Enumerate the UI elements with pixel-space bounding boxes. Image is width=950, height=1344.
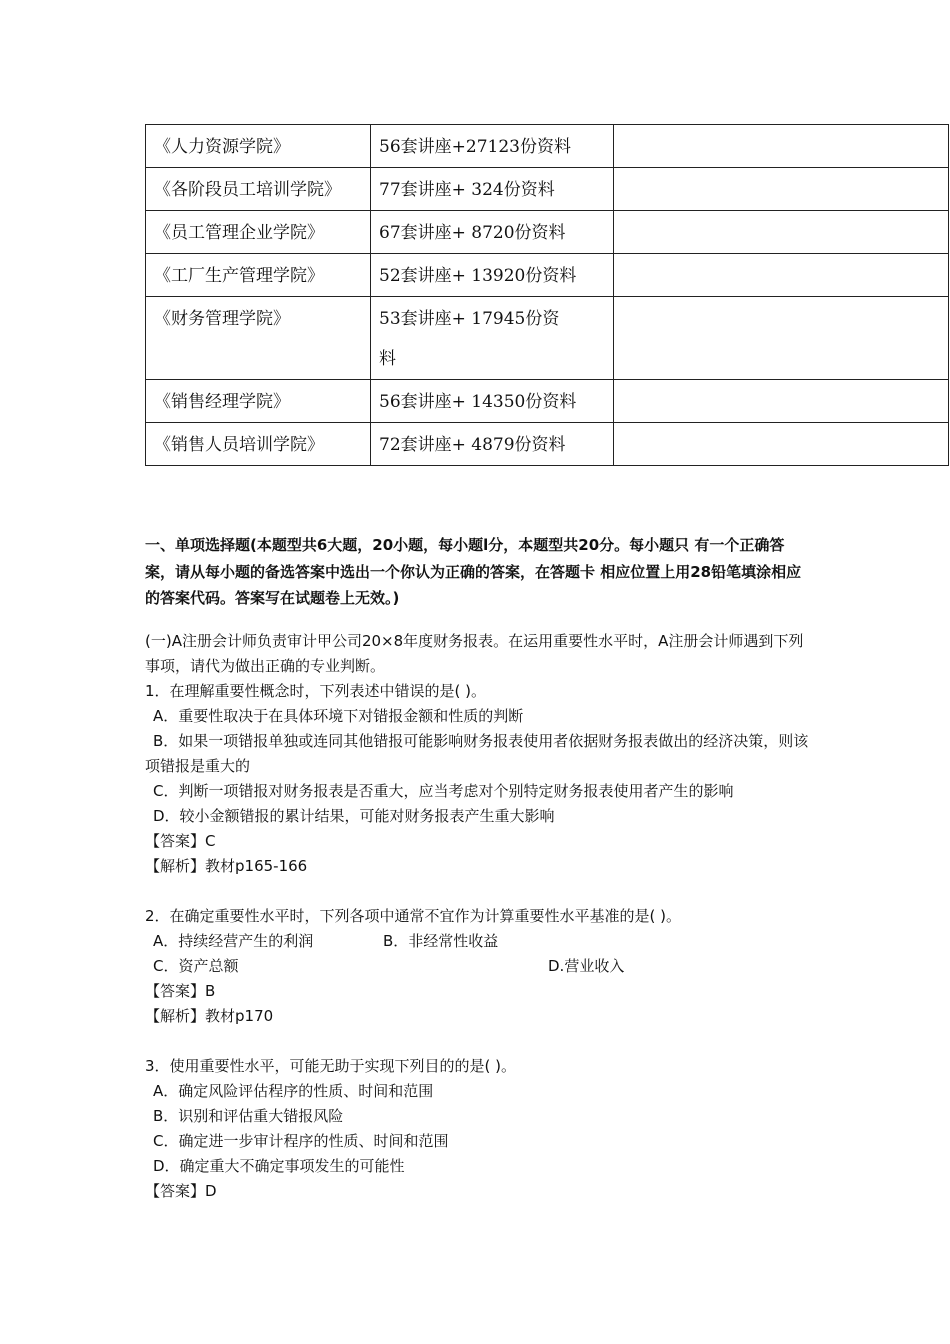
question-1-option-c: C．判断一项错报对财务报表是否重大，应当考虑对个别特定财务报表使用者产生的影响	[153, 781, 734, 800]
question-2-options-row-1	[145, 929, 810, 954]
catalog-table	[145, 124, 949, 466]
empty-cell	[614, 125, 949, 168]
question-1-option-b-text: B．如果一项错报单独或连同其他错报可能影响财务报表使用者依据财务报表做出的经济决策，则该项错报是重大的	[145, 731, 809, 775]
college-content: 56套讲座+27123份资料	[371, 125, 614, 168]
empty-cell	[614, 168, 949, 211]
table-row	[146, 125, 949, 168]
spacer	[145, 879, 810, 904]
spacer	[145, 1029, 810, 1054]
exam-content	[145, 532, 810, 1204]
question-3-stem: 3．使用重要性水平，可能无助于实现下列目的的是( )。	[145, 1056, 517, 1075]
question-1-answer: 【答案】C	[145, 831, 216, 850]
question-3-option-c: C．确定进一步审计程序的性质、时间和范围	[153, 1131, 449, 1150]
question-3-answer: 【答案】D	[145, 1181, 217, 1200]
question-2-option-d: D.营业收入	[548, 956, 625, 975]
empty-cell	[614, 380, 949, 423]
table-row	[146, 211, 949, 254]
table-row	[146, 254, 949, 297]
case-intro: (一)A注册会计师负责审计甲公司20×8年度财务报表。在运用重要性水平时，A注册会计师遇到下列事项，请代为做出正确的专业判断。	[145, 631, 804, 675]
table-row	[146, 168, 949, 211]
college-content: 77套讲座+ 324份资料	[371, 168, 614, 211]
question-3-option-b: B．识别和评估重大错报风险	[153, 1106, 344, 1125]
question-1-option-d: D．较小金额错报的累计结果，可能对财务报表产生重大影响	[153, 806, 555, 825]
college-content: 72套讲座+ 4879份资料	[371, 423, 614, 466]
empty-cell	[614, 423, 949, 466]
college-name: 《销售人员培训学院》	[146, 423, 371, 466]
table-row	[146, 297, 949, 380]
college-name: 《各阶段员工培训学院》	[146, 168, 371, 211]
college-name: 《员工管理企业学院》	[146, 211, 371, 254]
question-2-options-row-2	[145, 954, 810, 979]
question-2-option-b: B．非经常性收益	[383, 931, 499, 950]
college-name: 《销售经理学院》	[146, 380, 371, 423]
question-1-option-b	[145, 729, 810, 779]
question-1-analysis: 【解析】教材p165-166	[145, 856, 308, 875]
question-2-analysis: 【解析】教材p170	[145, 1006, 274, 1025]
question-2-stem: 2．在确定重要性水平时，下列各项中通常不宜作为计算重要性水平基准的是( )。	[145, 906, 682, 925]
empty-cell	[614, 254, 949, 297]
table-row	[146, 380, 949, 423]
empty-cell	[614, 211, 949, 254]
table-row	[146, 423, 949, 466]
question-3-option-a: A．确定风险评估程序的性质、时间和范围	[153, 1081, 434, 1100]
question-1-option-a: A．重要性取决于在具体环境下对错报金额和性质的判断	[153, 706, 524, 725]
college-name: 《财务管理学院》	[146, 297, 371, 380]
empty-cell	[614, 297, 949, 380]
question-2-answer: 【答案】B	[145, 981, 216, 1000]
question-1-stem: 1．在理解重要性概念时，下列表述中错误的是( )。	[145, 681, 487, 700]
question-2-option-c: C．资产总额	[153, 956, 239, 975]
college-content: 56套讲座+ 14350份资料	[371, 380, 614, 423]
college-name: 《人力资源学院》	[146, 125, 371, 168]
question-3-option-d: D．确定重大不确定事项发生的可能性	[153, 1156, 405, 1175]
college-content: 67套讲座+ 8720份资料	[371, 211, 614, 254]
question-2-option-a: A．持续经营产生的利润	[153, 931, 314, 950]
section-title: 一、单项选择题(本题型共6大题，20小题，每小题l分，本题型共20分。每小题只 有一个正确答案，请从每小题的备选答案中选出一个你认为正确的答案，在答题卡 相应位置上用28铅笔填涂相应的答案代码。答案写在试题卷上无效。)	[145, 536, 802, 607]
college-name: 《工厂生产管理学院》	[146, 254, 371, 297]
college-content: 52套讲座+ 13920份资料	[371, 254, 614, 297]
college-content: 53套讲座+ 17945份资料	[371, 297, 614, 380]
